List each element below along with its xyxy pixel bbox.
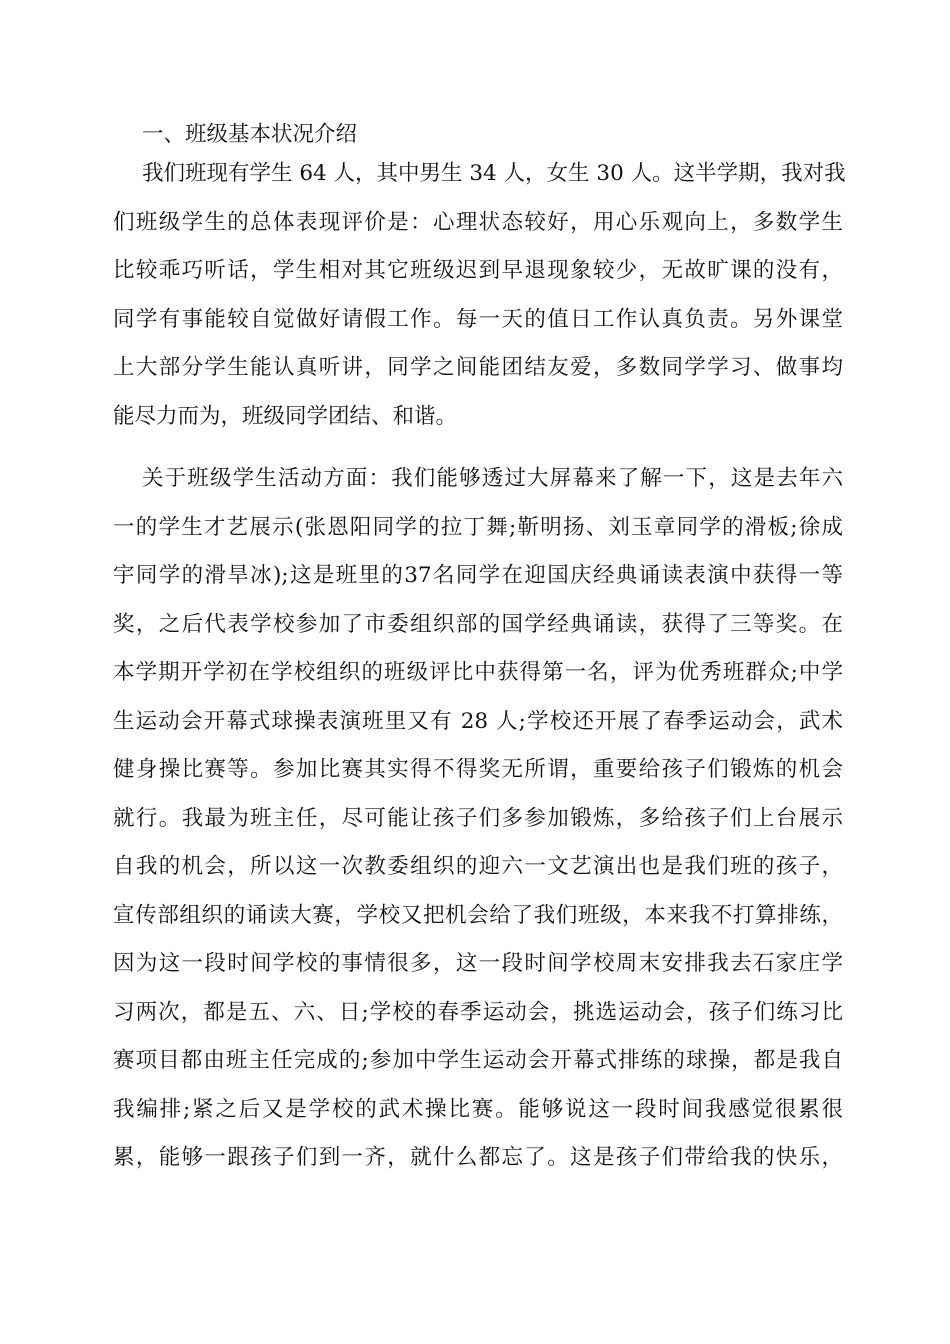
paragraph-line: 宣传部组织的诵读大赛，学校又把机会给了我们班级，本来我不打算排练， xyxy=(113,902,843,928)
paragraph-line: 累，能够一跟孩子们到一齐，就什么都忘了。这是孩子们带给我的快乐， xyxy=(113,1145,843,1170)
paragraph-line: 比较乖巧听话，学生相对其它班级迟到早退现象较少，无故旷课的没有， xyxy=(113,258,843,283)
paragraph-line: 同学有事能较自觉做好请假工作。每一天的值日工作认真负责。另外课堂 xyxy=(113,306,843,332)
paragraph-line: 赛项目都由班主任完成的;参加中学生运动会开幕式排练的球操，都是我自 xyxy=(113,1048,843,1073)
paragraph-line: 我编排;紧之后又是学校的武术操比赛。能够说这一段时间我感觉很累很 xyxy=(113,1096,843,1122)
paragraph-line: 宇同学的滑旱冰);这是班里的37名同学在迎国庆经典诵读表演中获得一等 xyxy=(113,563,843,588)
paragraph-line: 上大部分学生能认真听讲，同学之间能团结友爱，多数同学学习、做事均 xyxy=(113,355,843,380)
paragraph-line: 本学期开学初在学校组织的班级评比中获得第一名，评为优秀班群众;中学 xyxy=(113,660,843,685)
paragraph-line: 就行。我最为班主任，尽可能让孩子们多参加锻炼，多给孩子们上台展示 xyxy=(113,805,843,831)
paragraph-line: 健身操比赛等。参加比赛其实得不得奖无所谓，重要给孩子们锻炼的机会 xyxy=(113,757,843,782)
paragraph-line: 一的学生才艺展示(张恩阳同学的拉丁舞;靳明扬、刘玉章同学的滑板;徐成 xyxy=(113,514,843,540)
paragraph-line: 奖，之后代表学校参加了市委组织部的国学经典诵读，获得了三等奖。在 xyxy=(113,611,843,637)
paragraph-line: 我们班现有学生 64 人，其中男生 34 人，女生 30 人。这半学期，我对我 xyxy=(142,161,846,186)
paragraph-line: 们班级学生的总体表现评价是：心理状态较好，用心乐观向上，多数学生 xyxy=(113,209,843,235)
paragraph-class-activities xyxy=(113,455,843,1183)
section-heading: 一、班级基本状况介绍 xyxy=(142,122,358,147)
paragraph-line: 生运动会开幕式球操表演班里又有 28 人;学校还开展了春季运动会，武术 xyxy=(113,708,843,734)
paragraph-class-overview xyxy=(113,150,846,441)
paragraph-line: 因为这一段时间学校的事情很多，这一段时间学校周末安排我去石家庄学 xyxy=(113,951,843,976)
paragraph-line: 自我的机会，所以这一次教委组织的迎六一文艺演出也是我们班的孩子， xyxy=(113,854,843,879)
paragraph-line: 关于班级学生活动方面：我们能够透过大屏幕来了解一下，这是去年六 xyxy=(142,466,843,491)
paragraph-line: 习两次，都是五、六、日;学校的春季运动会，挑选运动会，孩子们练习比 xyxy=(113,999,843,1025)
paragraph-line: 能尽力而为，班级同学团结、和谐。 xyxy=(113,403,458,429)
